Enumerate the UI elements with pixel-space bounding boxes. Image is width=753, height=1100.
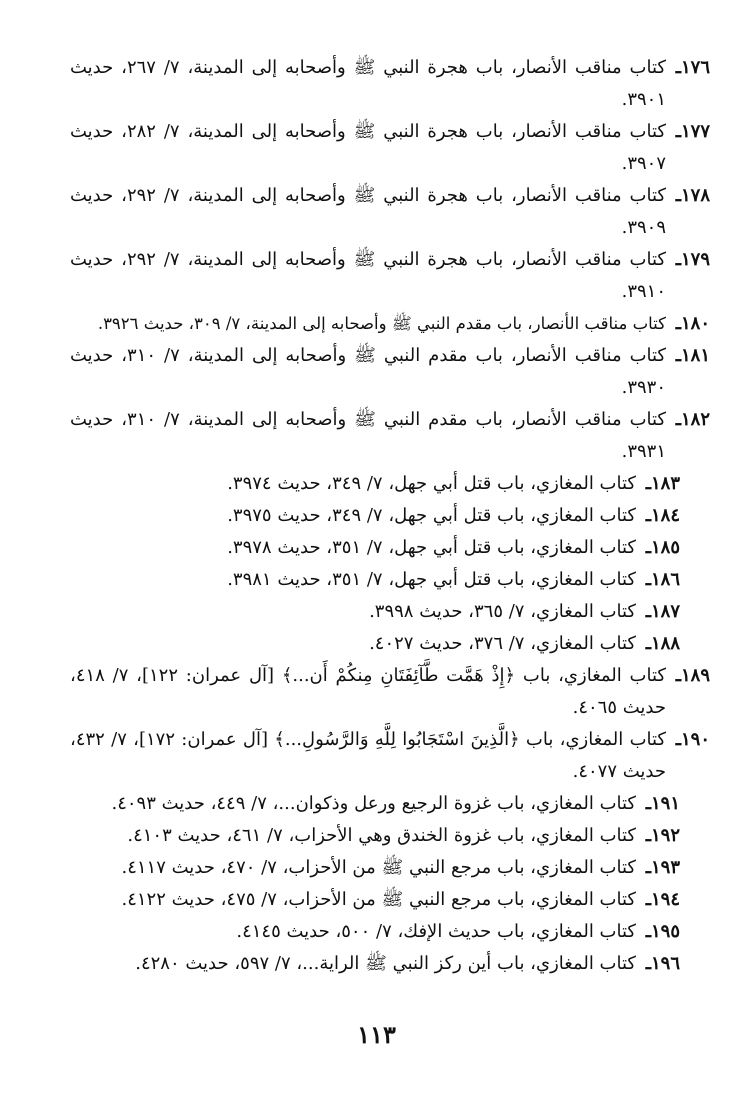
reference-entry (70, 52, 710, 116)
entry-text: كتاب المغازي، باب غزوة الخندق وهي الأحزاب، ٧/ ٤٦١، حديث ٤١٠٣. (127, 825, 636, 846)
reference-entry (70, 404, 710, 468)
reference-entry (70, 180, 710, 244)
entry-text: كتاب المغازي، باب قتل أبي جهل، ٧/ ٣٥١، حديث ٣٩٨١. (227, 569, 636, 590)
entry-text: كتاب مناقب الأنصار، باب هجرة النبي ﷺ وأصحابه إلى المدينة، ٧/ ٢٩٢، حديث ٣٩١٠. (70, 249, 666, 302)
entry-text: كتاب المغازي، ٧/ ٣٧٦، حديث ٤٠٢٧. (369, 633, 636, 654)
entry-text: كتاب مناقب الأنصار، باب هجرة النبي ﷺ وأصحابه إلى المدينة، ٧/ ٢٦٧، حديث ٣٩٠١. (70, 57, 666, 110)
entry-text: كتاب المغازي، باب حديث الإفك، ٧/ ٥٠٠، حديث ٤١٤٥. (236, 921, 636, 942)
reference-entry (70, 116, 710, 180)
entry-text: كتاب مناقب الأنصار، باب مقدم النبي ﷺ وأصحابه إلى المدينة، ٧/ ٣٠٩، حديث ٣٩٢٦. (97, 314, 666, 333)
reference-entry (70, 852, 680, 884)
entry-text: كتاب المغازي، باب مرجع النبي ﷺ من الأحزاب، ٧/ ٤٧٥، حديث ٤١٢٢. (121, 889, 636, 910)
page-number: ١١٣ (357, 1020, 396, 1049)
entry-text: كتاب مناقب الأنصار، باب هجرة النبي ﷺ وأصحابه إلى المدينة، ٧/ ٢٩٢، حديث ٣٩٠٩. (70, 185, 666, 238)
entry-number: ١٨٠ ـ (676, 308, 710, 340)
entry-text: كتاب المغازي، باب ﴿الَّذِينَ اسْتَجَابُوا لِلَّهِ وَالرَّسُولِ...﴾ [آل عمران: ١٧٢]، ٧/ ٤٣٢، حديث ٤٠٧٧. (70, 729, 666, 782)
entry-number: ١٨٨ ـ (646, 628, 680, 660)
entry-number: ١٧٦ ـ (676, 52, 710, 84)
reference-entry (70, 660, 710, 724)
entry-number: ١٧٩ ـ (676, 244, 710, 276)
entry-text: كتاب المغازي، باب قتل أبي جهل، ٧/ ٣٤٩، حديث ٣٩٧٤. (227, 473, 636, 494)
entry-number: ١٨٦ ـ (646, 564, 680, 596)
reference-entry (70, 468, 680, 500)
entry-text: كتاب مناقب الأنصار، باب مقدم النبي ﷺ وأصحابه إلى المدينة، ٧/ ٣١٠، حديث ٣٩٣١. (70, 409, 666, 462)
reference-entry (70, 628, 680, 660)
reference-entry (70, 916, 680, 948)
reference-entry (70, 948, 680, 980)
reference-entry (70, 308, 710, 340)
entry-text: كتاب المغازي، باب أين ركز النبي ﷺ الراية...، ٧/ ٥٩٧، حديث ٤٢٨٠. (135, 953, 636, 974)
reference-entry (70, 788, 680, 820)
entry-number: ١٨١ ـ (676, 340, 710, 372)
entry-text: كتاب المغازي، باب ﴿إِذْ هَمَّت طَّآئِفَتَانِ مِنكُمْ أَن...﴾ [آل عمران: ١٢٢]، ٧/ ٤١٨، حديث ٤٠٦٥. (70, 665, 666, 718)
entry-number: ١٩٦ ـ (646, 948, 680, 980)
entry-number: ١٩٥ ـ (646, 916, 680, 948)
entry-text: كتاب المغازي، ٧/ ٣٦٥، حديث ٣٩٩٨. (369, 601, 636, 622)
entry-number: ١٨٥ ـ (646, 532, 680, 564)
entry-number: ١٧٧ ـ (676, 116, 710, 148)
reference-entry (70, 884, 680, 916)
reference-entry (70, 724, 710, 788)
reference-entry (70, 820, 680, 852)
entry-text: كتاب المغازي، باب غزوة الرجيع ورعل وذكوان...، ٧/ ٤٤٩، حديث ٤٠٩٣. (111, 793, 636, 814)
entry-text: كتاب المغازي، باب قتل أبي جهل، ٧/ ٣٥١، حديث ٣٩٧٨. (227, 537, 636, 558)
reference-list (70, 52, 710, 980)
entry-text: كتاب المغازي، باب مرجع النبي ﷺ من الأحزاب، ٧/ ٤٧٠، حديث ٤١١٧. (121, 857, 636, 878)
reference-entry (70, 340, 710, 404)
entry-number: ١٨٤ ـ (646, 500, 680, 532)
entry-number: ١٩١ ـ (646, 788, 680, 820)
reference-entry (70, 564, 680, 596)
entry-text: كتاب مناقب الأنصار، باب مقدم النبي ﷺ وأصحابه إلى المدينة، ٧/ ٣١٠، حديث ٣٩٣٠. (70, 345, 666, 398)
entry-number: ١٨٢ ـ (676, 404, 710, 436)
entry-number: ١٩٠ ـ (676, 724, 710, 756)
entry-text: كتاب مناقب الأنصار، باب هجرة النبي ﷺ وأصحابه إلى المدينة، ٧/ ٢٨٢، حديث ٣٩٠٧. (70, 121, 666, 174)
reference-entry (70, 532, 680, 564)
entry-number: ١٨٣ ـ (646, 468, 680, 500)
entry-number: ١٧٨ ـ (676, 180, 710, 212)
entry-number: ١٩٣ ـ (646, 852, 680, 884)
reference-entry (70, 596, 680, 628)
entry-number: ١٩٢ ـ (646, 820, 680, 852)
reference-entry (70, 244, 710, 308)
entry-number: ١٨٧ ـ (646, 596, 680, 628)
entry-number: ١٩٤ ـ (646, 884, 680, 916)
reference-entry (70, 500, 680, 532)
entry-text: كتاب المغازي، باب قتل أبي جهل، ٧/ ٣٤٩، حديث ٣٩٧٥. (227, 505, 636, 526)
entry-number: ١٨٩ ـ (676, 660, 710, 692)
